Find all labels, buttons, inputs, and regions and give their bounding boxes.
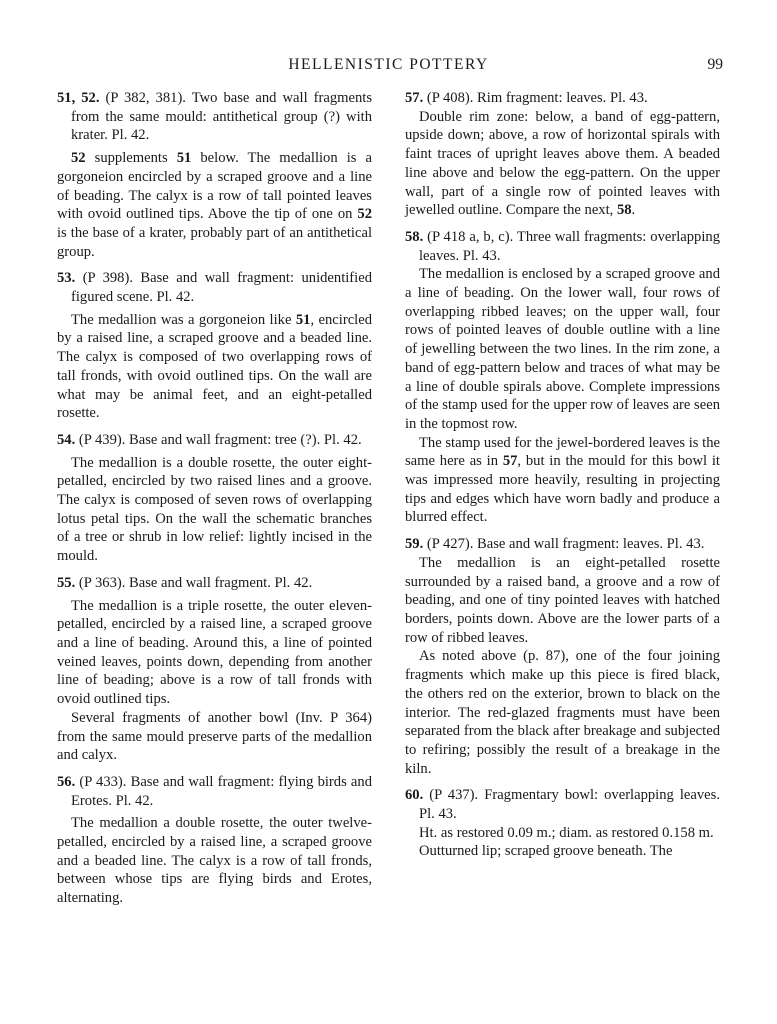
entry-heading bbox=[57, 431, 372, 450]
entry-title: (P 382, 381). Two base and wall fragments from the same mould: antithetical group (?) with krater. Pl. 42. bbox=[71, 90, 372, 144]
entry-number: 58. bbox=[405, 228, 424, 245]
entry-text: supplements bbox=[85, 150, 177, 167]
catalog-entry-53 bbox=[57, 269, 372, 423]
entry-ref: 57 bbox=[502, 453, 518, 470]
entry-number: 54. bbox=[57, 431, 76, 448]
entry-paragraph bbox=[405, 108, 720, 220]
catalog-entry-59 bbox=[405, 535, 720, 778]
catalog-entry-58 bbox=[405, 228, 720, 527]
entry-paragraph: Outturned lip; scraped groove beneath. The bbox=[419, 843, 673, 860]
entry-number: 56. bbox=[57, 773, 76, 790]
entry-text: is the base of a krater, probably part of an antithetical group. bbox=[57, 224, 372, 260]
entry-text: The medallion was a gorgoneion like bbox=[71, 311, 296, 328]
entry-heading bbox=[405, 89, 720, 108]
entry-text: Double rim zone: below, a band of egg-pattern, upside down; above, a row of horizontal spirals with faint traces of upright leaves above them. A beaded line above and below the egg-pattern. On the upper wall, part of a single row of pointed leaves with jewelled outline. Compare the next, bbox=[405, 108, 720, 219]
right-column bbox=[405, 89, 720, 869]
entry-heading bbox=[405, 535, 720, 554]
catalog-entry-56 bbox=[57, 773, 372, 908]
entry-number: 55. bbox=[57, 574, 76, 591]
entry-title: (P 427). Base and wall fragment: leaves. Pl. 43. bbox=[423, 536, 705, 553]
catalog-entry-57 bbox=[405, 89, 720, 220]
entry-number: 59. bbox=[405, 536, 424, 553]
entry-heading bbox=[57, 574, 372, 593]
entry-title: (P 418 a, b, c). Three wall fragments: overlapping leaves. Pl. 43. bbox=[419, 228, 720, 264]
entry-text: , encircled by a raised line, a scraped groove and a beaded line. The calyx is composed of two overlapping rows of tall fronds, with ovoid outlined tips. On the wall are what may be animal feet, and an eight-petalled rosette. bbox=[57, 311, 372, 422]
entry-paragraph: The medallion is an eight-petalled rosette surrounded by a raised band, a groove and a row of beading, and one of tiny pointed leaves with hatched borders, points down. Above are the lower parts of a row of ribbed leaves. bbox=[405, 554, 720, 646]
entry-paragraph: The medallion a double rosette, the outer twelve-petalled, encircled by a raised line, a scraped groove and a beaded line. The calyx is a row of tall fronds, between whose tips are flying birds and Erotes, alternating. bbox=[57, 815, 372, 907]
catalog-entry-51-52 bbox=[57, 89, 372, 261]
entry-heading bbox=[405, 786, 720, 823]
entry-text: below. The medallion is a gorgoneion encircled by a scraped groove and a line of beading. The calyx is a row of tall pointed leaves with ovoid outlined tips. Above the tip of one on bbox=[57, 150, 372, 223]
entry-text: . bbox=[631, 202, 636, 219]
entry-number: 57. bbox=[405, 90, 424, 106]
entry-title: (P 439). Base and wall fragment: tree (?). Pl. 42. bbox=[75, 431, 362, 448]
entry-ref: 51 bbox=[176, 150, 192, 167]
entry-paragraph: The medallion is a triple rosette, the outer eleven-petalled, encircled by a raised line, a scraped groove and a line of beading. Around this, a line of pointed veined leaves, points down, depending from another line of beading; above is a row of tall fronds with ovoid outlined tips. bbox=[57, 597, 372, 708]
entry-ref: 51 bbox=[295, 311, 311, 328]
entry-ref: 58 bbox=[616, 202, 632, 219]
entry-title: (P 398). Base and wall fragment: unidentified figured scene. Pl. 42. bbox=[71, 270, 372, 306]
entry-text: The stamp used for the jewel-bordered leaves is the same here as in bbox=[405, 434, 720, 470]
entry-ref: 52 bbox=[357, 206, 372, 223]
entry-paragraph bbox=[405, 434, 720, 528]
entry-heading bbox=[57, 89, 372, 145]
entry-heading bbox=[57, 773, 372, 810]
entry-paragraph bbox=[57, 311, 372, 423]
entry-paragraph: As noted above (p. 87), one of the four joining fragments which make up this piece is fired black, the others red on the exterior, brown to black on the interior. The red-glazed fragments must have been separated from the black after breakage and subjected to refiring; possibly the result of a breakage in the kiln. bbox=[405, 648, 720, 777]
entry-number: 60. bbox=[405, 787, 424, 804]
catalog-entry-55 bbox=[57, 574, 372, 765]
catalog-entry-60 bbox=[405, 786, 720, 861]
entry-title: (P 433). Base and wall fragment: flying birds and Erotes. Pl. 42. bbox=[71, 773, 372, 809]
entry-paragraph: Several fragments of another bowl (Inv. P 364) from the same mould preserve parts of the medallion and calyx. bbox=[57, 709, 372, 764]
entry-paragraph: Ht. as restored 0.09 m.; diam. as restored 0.158 m. bbox=[419, 824, 714, 841]
entry-number: 53. bbox=[57, 270, 76, 287]
entry-ref: 52 bbox=[71, 150, 86, 167]
running-head bbox=[0, 56, 777, 78]
entry-paragraph: The medallion is a double rosette, the outer eight-petalled, encircled by two raised lines and a groove. The calyx is composed of seven rows of overlapping lotus petal tips. On the wall the schematic branches of a tree or shrub in low relief: lightly incised in the mould. bbox=[57, 454, 372, 565]
catalog-entry-54 bbox=[57, 431, 372, 566]
entry-title: (P 363). Base and wall fragment. Pl. 42. bbox=[75, 574, 313, 591]
left-column bbox=[57, 89, 372, 916]
entry-title: (P 408). Rim fragment: leaves. Pl. 43. bbox=[423, 90, 648, 106]
running-title: HELLENISTIC POTTERY bbox=[288, 56, 489, 73]
entry-heading bbox=[57, 269, 372, 306]
entry-number: 51, 52. bbox=[57, 90, 100, 106]
entry-paragraph bbox=[57, 149, 372, 261]
page-number: 99 bbox=[707, 56, 723, 73]
entry-paragraph: The medallion is enclosed by a scraped groove and a line of beading. On the lower wall, four rows of overlapping ribbed leaves; on the upper wall, four rows of pointed leaves of double outline with a line of jewelling between the two lines. In the rim zone, a band of egg-pattern below and traces of what may be a line of double spirals above. Complete impressions of the stamp used for the upper row of leaves are seen in the topmost row. bbox=[405, 266, 720, 432]
entry-heading bbox=[405, 228, 720, 265]
entry-title: (P 437). Fragmentary bowl: overlapping leaves. Pl. 43. bbox=[419, 787, 720, 823]
entry-text: , but in the mould for this bowl it was impressed more heavily, resulting in projecting tips and edges which have worn badly and produce a blurred effect. bbox=[405, 453, 720, 526]
